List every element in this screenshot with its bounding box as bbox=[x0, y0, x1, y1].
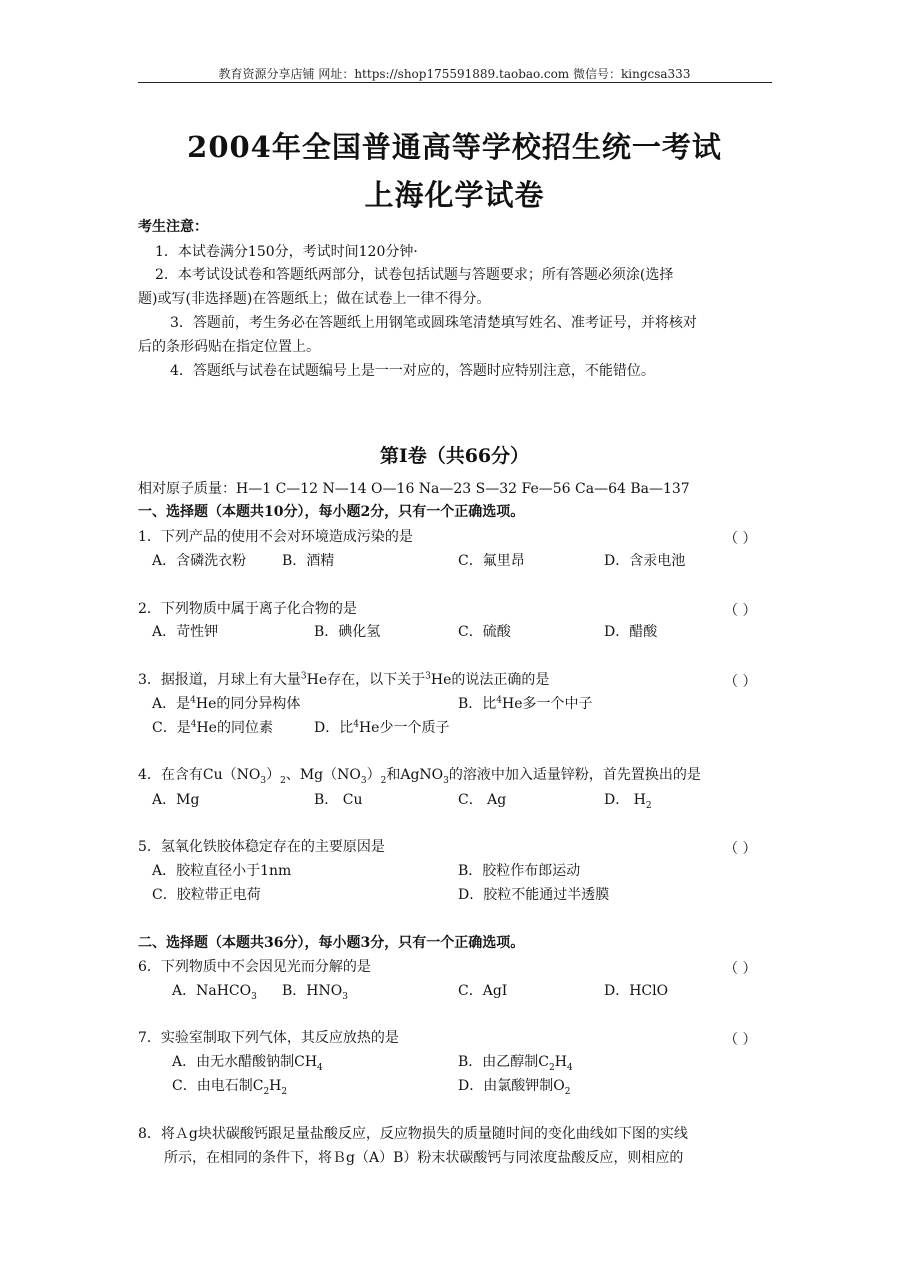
option-b: B． Cu bbox=[314, 792, 363, 808]
option-a: A．苛性钾 bbox=[152, 624, 219, 640]
option-b: B．$HNO_3$ bbox=[282, 983, 348, 1002]
notice-label: 考生注意： bbox=[138, 219, 208, 235]
exam-subtitle: 上海化学试卷 bbox=[364, 178, 545, 212]
answer-paren: （ ） bbox=[724, 961, 757, 977]
option-b: B．由乙醇制$C_2H_4$ bbox=[458, 1054, 573, 1073]
question-6-stem: 6．下列物质中不会因见光而分解的是 bbox=[138, 959, 371, 975]
notice-item: 后的条形码贴在指定位置上。 bbox=[138, 339, 320, 355]
notice-item: 1．本试卷满分150分，考试时间120分钟· bbox=[155, 244, 418, 260]
notice-item: 3．答题前，考生务必在答题纸上用钢笔或圆珠笔清楚填写姓名、准考证号，并将核对 bbox=[170, 315, 697, 331]
section-title: 第Ⅰ卷（共66分） bbox=[379, 445, 530, 467]
exam-title: 2004年全国普通高等学校招生统一考试 bbox=[187, 130, 722, 164]
question-8-line-2: 所示，在相同的条件下，将Ｂg（A）B）粉末状碳酸钙与同浓度盐酸反应，则相应的 bbox=[164, 1150, 684, 1166]
option-a: A．Mg bbox=[152, 792, 200, 808]
option-d: D．比$^4$He少一个质子 bbox=[314, 719, 450, 736]
option-c: C．硫酸 bbox=[458, 624, 511, 640]
question-1-stem: 1．下列产品的使用不会对环境造成污染的是 bbox=[138, 529, 413, 545]
option-c: C．氟里昂 bbox=[458, 553, 525, 569]
option-c: C．由电石制$C_2H_2$ bbox=[172, 1078, 288, 1097]
answer-paren: （ ） bbox=[724, 603, 757, 619]
notice-item: 4．答题纸与试卷在试题编号上是一一对应的，答题时应特别注意，不能错位。 bbox=[170, 363, 655, 379]
part2-heading: 二、选择题（本题共36分），每小题3分，只有一个正确选项。 bbox=[138, 935, 525, 951]
option-d: D．HClO bbox=[604, 983, 669, 999]
question-2-stem: 2．下列物质中属于离子化合物的是 bbox=[138, 601, 357, 617]
question-3-stem: 3．据报道，月球上有大量$^3$He存在，以下关于$^3$He的说法正确的是 bbox=[138, 671, 550, 688]
question-4-stem: 4．在含有$Cu(NO_3)_2$、$Mg(NO_3)_2$和AgNO$_3$的溶液中加入适量锌粉，首先置换出的是 bbox=[138, 767, 701, 786]
option-b: B．胶粒作布郎运动 bbox=[458, 863, 581, 879]
answer-paren: （ ） bbox=[724, 531, 757, 547]
answer-paren: （ ） bbox=[724, 841, 757, 857]
option-a: A．由无水醋酸钠制$CH_4$ bbox=[172, 1054, 323, 1073]
option-c: C． Ag bbox=[458, 792, 507, 808]
option-d: D．醋酸 bbox=[604, 624, 658, 640]
question-7-stem: 7．实验室制取下列气体，其反应放热的是 bbox=[138, 1030, 399, 1046]
option-b: B．酒精 bbox=[282, 553, 335, 569]
option-c: C．胶粒带正电荷 bbox=[152, 887, 261, 903]
question-5-stem: 5．氢氧化铁胶体稳定存在的主要原因是 bbox=[138, 839, 385, 855]
option-a: A．NaHCO$_3$ bbox=[172, 983, 257, 1002]
option-d: D．由氯酸钾制$O_2$ bbox=[458, 1078, 571, 1097]
option-a: A．胶粒直径小于1nm bbox=[152, 863, 292, 879]
answer-paren: （ ） bbox=[724, 1032, 757, 1048]
notice-item: 2．本考试设试卷和答题纸两部分，试卷包括试题与答题要求；所有答题必须涂(选择 bbox=[155, 267, 674, 283]
atomic-mass-line: 相对原子质量：H—1 C—12 N—14 O—16 Na—23 S—32 Fe—56 Ca—64 Ba—137 bbox=[138, 481, 690, 497]
part1-heading: 一、选择题（本题共10分），每小题2分，只有一个正确选项。 bbox=[138, 504, 525, 520]
option-d: D． $H_2$ bbox=[604, 792, 652, 811]
option-b: B．比$^4$He多一个中子 bbox=[458, 695, 593, 712]
option-c: C．是$^4$He的同位素 bbox=[152, 719, 273, 736]
option-a: A．是$^4$He的同分异构体 bbox=[152, 695, 301, 712]
notice-item: 题)或写(非选择题)在答题纸上；做在试卷上一律不得分。 bbox=[138, 291, 491, 307]
option-b: B．碘化氢 bbox=[314, 624, 381, 640]
option-d: D．含汞电池 bbox=[604, 553, 686, 569]
option-a: A．含磷洗衣粉 bbox=[152, 553, 247, 569]
page-header: 教育资源分享店铺 网址：https://shop175591889.taobao.com 微信号：kingcsa333 bbox=[218, 67, 691, 81]
header-rule bbox=[138, 82, 772, 83]
answer-paren: （ ） bbox=[724, 674, 757, 690]
option-d: D．胶粒不能通过半透膜 bbox=[458, 887, 610, 903]
option-c: C．AgI bbox=[458, 983, 508, 999]
question-8-line-1: 8．将Ａg块状碳酸钙跟足量盐酸反应，反应物损失的质量随时间的变化曲线如下图的实线 bbox=[138, 1126, 688, 1142]
